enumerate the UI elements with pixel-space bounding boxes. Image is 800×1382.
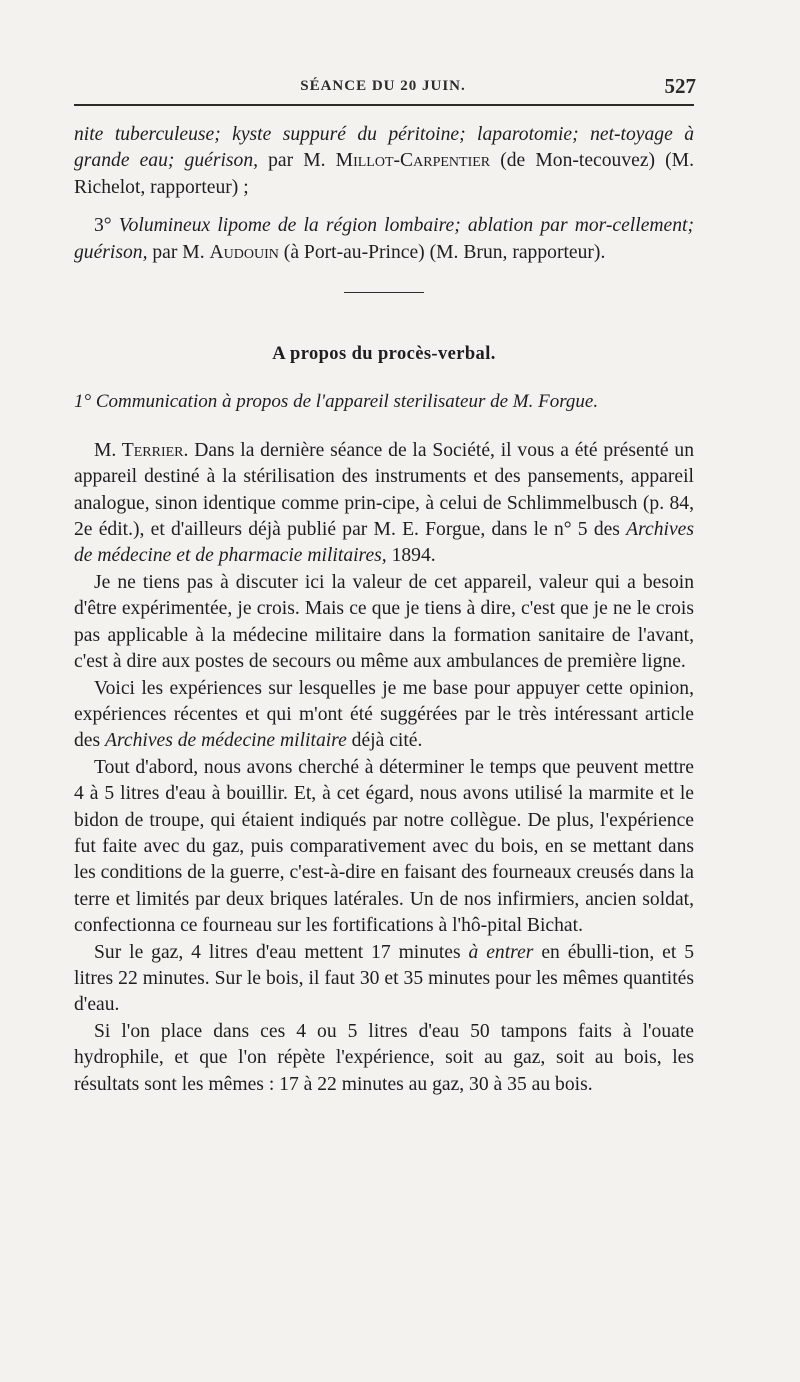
paragraph-terrier xyxy=(74,438,694,570)
running-head xyxy=(74,74,696,102)
item-3-title: Volumineux lipome de la région lombaire; ablation par mor-cellement; guérison, xyxy=(74,215,695,263)
section-divider xyxy=(344,292,424,293)
paragraph-item-3 xyxy=(74,213,694,266)
section-heading: A propos du procès-verbal. xyxy=(272,344,496,365)
journal-title: Archives de médecine et de pharmacie militaires, xyxy=(74,519,694,567)
paragraph-1-text-b: 1894. xyxy=(386,545,436,567)
speaker-name: M. Terrier. xyxy=(94,439,189,461)
paragraph-5-emphasis: à entrer xyxy=(468,941,534,963)
item-3-author: Audouin xyxy=(209,241,279,263)
paragraph-5-text-b: en ébulli-tion, et 5 litres 22 minutes. Sur le bois, il faut 30 et 35 minutes pour les mêmes quantités d'eau. xyxy=(74,941,694,1016)
paragraph-3-text-a: Voici les expériences sur lesquelles je me base pour appuyer cette opinion, expériences récentes et qui m'ont été suggérées par le très intéressant article des xyxy=(74,677,694,752)
journal-title-2: Archives de médecine militaire xyxy=(105,730,347,752)
paragraph-3 xyxy=(74,676,694,755)
paragraph-4: Tout d'abord, nous avons cherché à déterminer le temps que peuvent mettre 4 à 5 litres d'eau à bouillir. Et, à cet égard, nous avons utilisé la marmite et le bidon de troupe, qui étaient indiqués par notre collègue. De plus, l'expérience fut faite avec du gaz, puis comparativement avec du bois, en se mettant dans les conditions de la guerre, c'est-à-dire en faisant des fourneaux creusés dans la terre et limités par deux briques latérales. Un de nos infirmiers, ancien soldat, confectionna ce fourneau sur les fortifications à l'hô-pital Bichat. xyxy=(74,756,694,937)
item-3-rest: (à Port-au-Prince) (M. Brun, rapporteur). xyxy=(278,241,606,263)
paragraph-item-2 xyxy=(74,122,694,201)
header-rule xyxy=(74,104,694,106)
paragraph-5-text-a: Sur le gaz, 4 litres d'eau mettent 17 minutes xyxy=(94,941,469,963)
item-2-rest: (de Mon-tecouvez) (M. Richelot, rapporteur) ; xyxy=(74,150,694,198)
item-2-par: par M. xyxy=(258,150,336,172)
paragraph-1-text-a: Dans la dernière séance de la Société, il vous a été présenté un appareil destiné à la stérilisation des instruments et des pansements, appareil analogue, sinon identique comme prin-cipe, à celui de Schlimmelbusch (p. 84, 2e édit.), et d'ailleurs déjà publié par M. E. Forgue, dans le n° 5 des xyxy=(74,439,694,541)
paragraph-2: Je ne tiens pas à discuter ici la valeur de cet appareil, valeur qui a besoin d'être expérimentée, je crois. Mais ce que je tiens à dire, c'est que je ne le crois pas applicable à la médecine militaire dans la formation sanitaire de l'avant, c'est à dire aux postes de secours ou même aux ambulances de première ligne. xyxy=(74,571,694,673)
paragraph-6: Si l'on place dans ces 4 ou 5 litres d'eau 50 tampons faits à l'ouate hydrophile, et que l'on répète l'expérience, soit au gaz, soit au bois, les résultats sont les mêmes : 17 à 22 minutes au gaz, 30 à 35 au bois. xyxy=(74,1020,694,1095)
item-3-par: par M. xyxy=(147,241,210,263)
item-3-number: 3° xyxy=(94,215,119,237)
paragraph-3-text-b: déjà cité. xyxy=(346,730,423,752)
body-text xyxy=(74,122,694,1098)
item-2-author: Millot-Carpentier xyxy=(335,150,491,172)
running-head-title: SÉANCE DU 20 JUIN. xyxy=(300,78,466,94)
page-number: 527 xyxy=(664,74,696,98)
paragraph-5 xyxy=(74,940,694,1019)
section-subheading: 1° Communication à propos de l'appareil sterilisateur de M. Forgue. xyxy=(74,391,599,413)
item-2-title: nite tuberculeuse; kyste suppuré du péritoine; laparotomie; net-toyage à grande eau; guérison, xyxy=(74,124,694,172)
